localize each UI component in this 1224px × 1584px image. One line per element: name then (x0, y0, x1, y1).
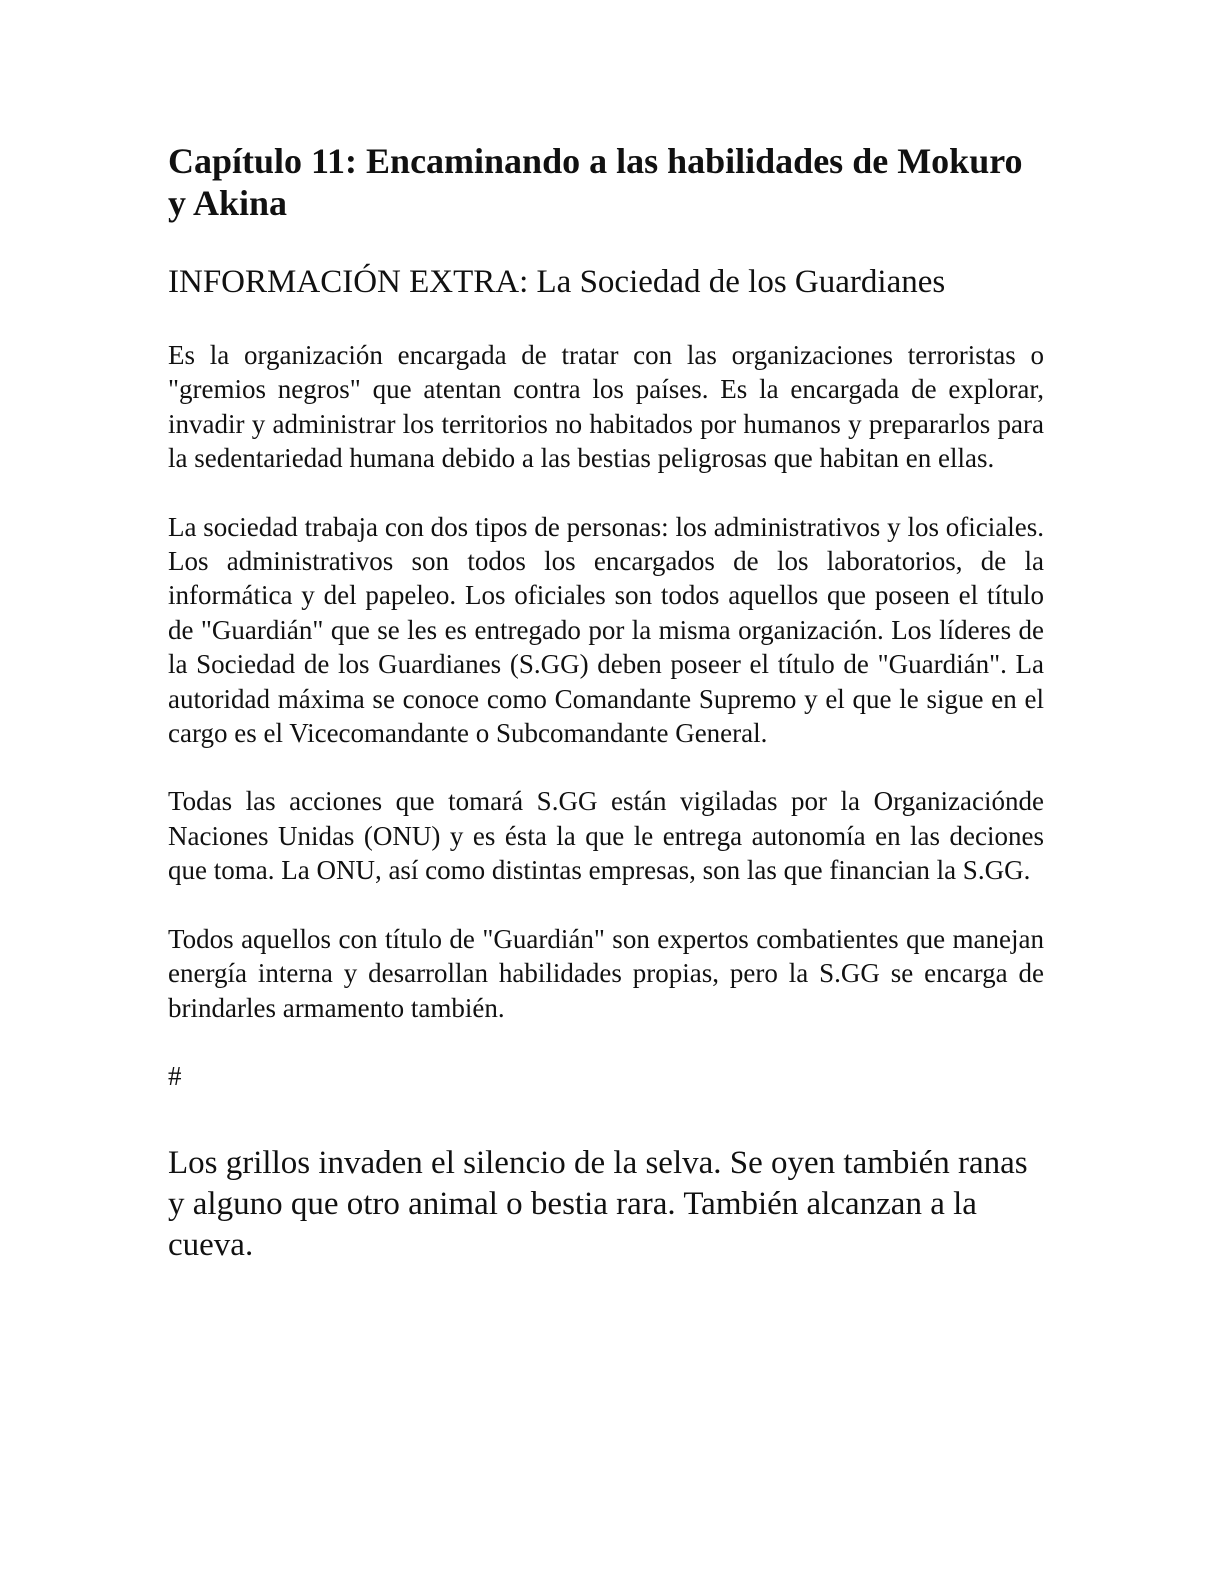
info-paragraph: Es la organización encargada de tratar con las organizaciones terroristas o "gremios negros" que atentan contra los países. Es la encargada de explorar, invadir y administrar los territorios no habitados por humanos y prepararlos para la sedentariedad humana debido a las bestias peligrosas que habitan en ellas. (168, 340, 1044, 474)
info-paragraph: Todas las acciones que tomará S.GG están vigiladas por la Organizaciónde Naciones Unidas (ONU) y es ésta la que le entrega autonomía en las deciones que toma. La ONU, así como distintas empresas, son las que financian la S.GG. (168, 786, 1044, 886)
section-separator: # (168, 1060, 182, 1091)
story-paragraph: Los grillos invaden el silencio de la selva. Se oyen también ranas y alguno que otro animal o bestia rara. También alcanzan a la cueva. (168, 1144, 1028, 1263)
section-subtitle: INFORMACIÓN EXTRA: La Sociedad de los Guardianes (168, 264, 946, 300)
chapter-title: Capítulo 11: Encaminando a las habilidades de Mokuro y Akina (168, 141, 1023, 223)
info-paragraph: La sociedad trabaja con dos tipos de personas: los administrativos y los oficiales. Los administrativos son todos los encargados de los laboratorios, de la informática y del papeleo. Los oficiales son todos aquellos que poseen el título de "Guardián" que se les es entregado por la misma organización. Los líderes de la Sociedad de los Guardianes (S.GG) deben poseer el título de "Guardián". La autoridad máxima se conoce como Comandante Supremo y el que le sigue en el cargo es el Vicecomandante o Subcomandante General. (168, 511, 1044, 749)
info-paragraph: Todos aquellos con título de "Guardián" son expertos combatientes que manejan energía interna y desarrollan habilidades propias, pero la S.GG se encarga de brindarles armamento también. (168, 923, 1044, 1023)
document-page (168, 140, 1044, 1266)
